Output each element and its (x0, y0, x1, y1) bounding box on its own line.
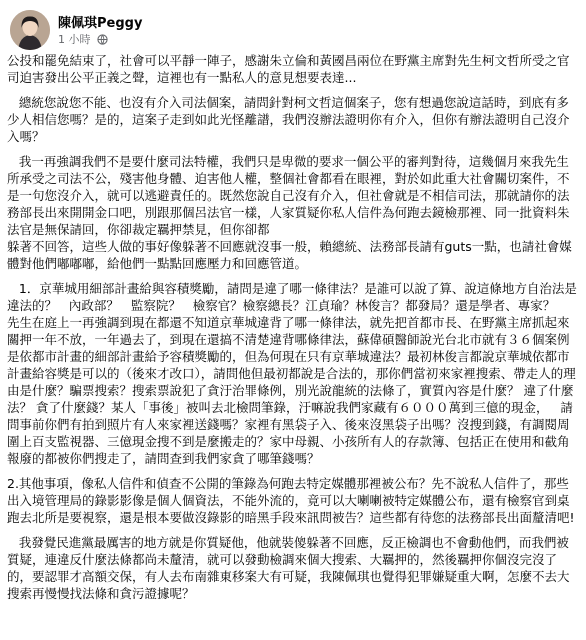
profile-photo[interactable] (10, 10, 50, 50)
post-paragraph: 公投和罷免結束了，社會可以平靜一陣子，感謝朱立倫和黃國昌兩位在野黨主席對先生柯文哲所受之官司迫害發出公平正義之聲，這裡也有一點私人的意見想要表達... (7, 53, 570, 85)
author-name[interactable]: 陳佩琪Peggy (58, 16, 143, 31)
post-paragraph: 我發覺民進黨最厲害的地方就是你質疑他，他就裝傻躲著不回應，反正檢調也不會動他們，而我們被質疑，連違反什麼法條都尚未釐清，就可以發動檢調來個大搜索、大羈押的，然後羈押你個沒完沒了的，要認罪才高額交保，有人去布南雜東移案大有可疑，我陳佩琪也覺得犯罪嫌疑重大啊，怎麼不去大搜索再慢慢找法條和貪污證據呢？ (7, 535, 570, 601)
post-paragraph: 2.其他事項，像私人信件和偵查不公開的筆錄為何跑去特定媒體那裡被公布？先不說私人信件了，那些出入境管理局的錄影影像是個人個資法，不能外流的，竟可以大喇喇被特定媒體公布，還有檢察官到桌跑去北所是要視察，還是根本要做沒錄影的暗黑手段來訊問被告？這些都有待您的法務部長出面釐清吧! (7, 476, 575, 525)
post-header (10, 10, 570, 50)
globe-icon (97, 34, 108, 48)
post-paragraph: 我一再強調我們不是要什麼司法特權，我們只是卑微的要求一個公平的審判對待，這幾個月來我先生所承受之司法不公，殘害他身體、迫害他人權，整個社會都看在眼裡，對於如此重大社會關切案件，不是一句您沒介入，就可以逃避責任的。既然您說自己沒有介入，但社會就是不相信司法，那就請你的法務部長出來開開金口吧，別跟那個呂法官一樣，人家質疑你私人信件為何跑去鏡檢那裡、同一批資料朱法官是無保請回，你卻裁定羈押禁見，但你卻都 躲著不回答，這些人做的事好像躲著不回應就沒事一般，賴總統、法務部長請有guts一點，也請社會媒體對他們嘟嘟嘟，給他們一點點回應壓力和回應管道。 (7, 154, 572, 271)
post-body (7, 52, 579, 610)
post-meta (58, 31, 108, 48)
post-paragraph: 1．京華城用細部計畫給與容積獎勵，請問是違了哪一條律法？是誰可以說了算、說這條地方自治法是違法的？ 內政部？ 監察院？ 檢察官？檢察總長？江貞瑜？林俊言？都發局？還是學者、專家？ 先生在庭上一再強調到現在都還不知道京華城違背了哪一條律法，就先把首都市長、在野黨主席抓起來關押一年不放，一年過去了，到現在還搞不清楚違背哪條律法，蘇偉碩醫師說光台北市就有３６個案例是依都市計畫的細部計畫給予容積獎勵的，但為何現在只有京華城違法？最初林俊言都說京華城依都市計畫給容獎是可以的（後來才改口），請問他但最初都說是合法的，那你們當初來家裡搜索、帶走人的理由是什麼？騙票搜索？搜索票說犯了貪汙治罪條例，別光說龍統的法條了，實質內容是什麼？ 違了什麼法？ 貪了什麼錢？某人「事後」被叫去北檢問筆錄，汙嘛說我們家藏有６０００萬到三億的現金， 請問事前你們有拍到照片有人來家裡送錢嗎？家裡有黑袋子入、後來沒黑袋子出嗎？沒搜到錢，有調閱周圍上百支監視器、三億現金搜不到是麼搬走的？家中母親、小孩所有人的存款簿、包括正在使用和截角報廢的都被你們搜走了，請問查到我們家貪了哪筆錢嗎？ (7, 281, 577, 466)
post-timestamp[interactable]: 1 小時 (58, 33, 91, 46)
post-paragraph: 總統您說您不能、也沒有介入司法個案，請問針對柯文哲這個案子，您有想過您說這話時，到底有多少人相信您嗎？是的，這案子走到如此光怪離譜，我們沒辦法證明你有介入，但你有辦法證明自己沒介入嗎？ (7, 95, 570, 144)
avatar-image (10, 10, 50, 50)
